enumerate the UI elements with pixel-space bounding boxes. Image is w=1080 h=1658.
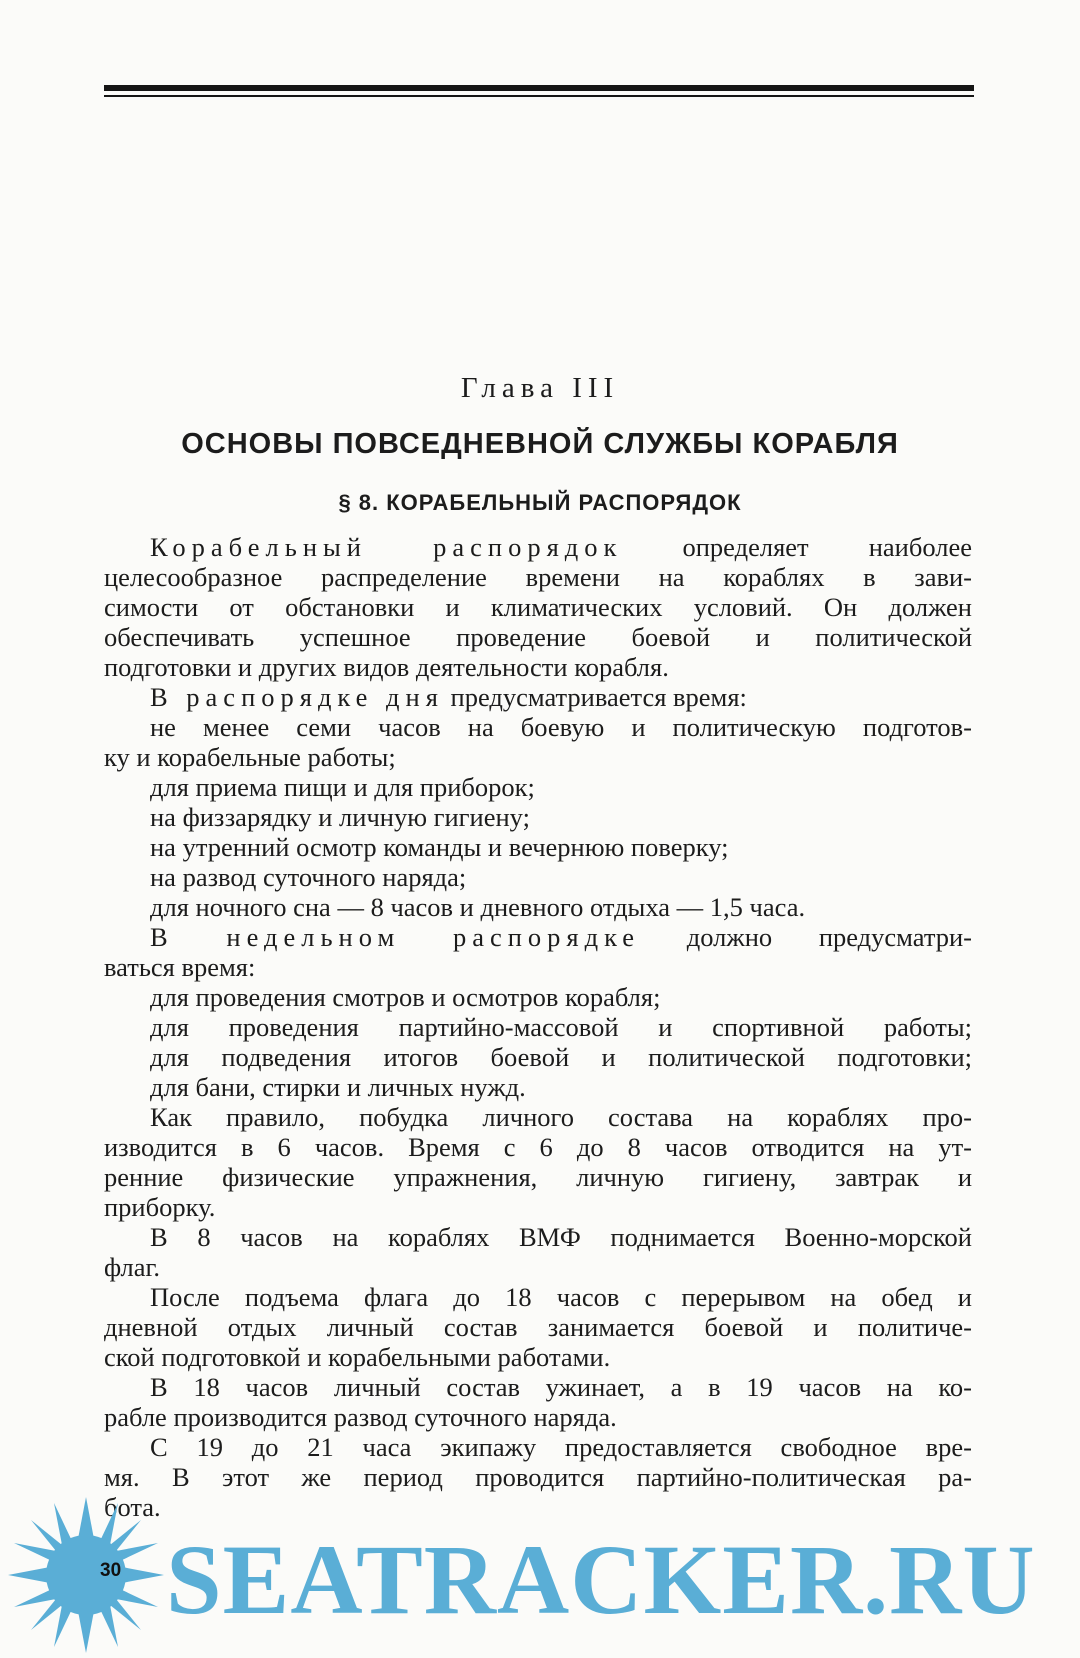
text-line: на утренний осмотр команды и вечернюю поверку; [150, 832, 729, 862]
chapter-title: ОСНОВЫ ПОВСЕДНЕВНОЙ СЛУЖБЫ КОРАБЛЯ [181, 428, 899, 460]
text-line: рабле производится развод суточного наряда. [104, 1402, 617, 1432]
section-title: § 8. КОРАБЕЛЬНЫЙ РАСПОРЯДОК [338, 490, 742, 515]
text-line: на развод суточного наряда; [150, 862, 467, 892]
text-line: бота. [104, 1492, 161, 1522]
text-line: Как правило, побудка личного состава на кораблях про- [150, 1102, 972, 1132]
spaced-term: В недельном распорядке [150, 922, 641, 952]
text-line: флаг. [104, 1252, 161, 1282]
text-line: В 8 часов на кораблях ВМФ поднимается Военно-морской [150, 1222, 972, 1252]
spaced-term: В распорядке дня [150, 682, 444, 712]
text-line: Корабельный распорядок определяет наиболее [150, 532, 972, 562]
text-line: С 19 до 21 часа экипажу предоставляется свободное вре- [150, 1432, 972, 1462]
text-line: не менее семи часов на боевую и политическую подготов- [150, 712, 972, 742]
text-line: ваться время: [104, 952, 256, 982]
text-line: В 18 часов личный состав ужинает, а в 19 часов на ко- [150, 1372, 972, 1402]
chapter-label: Глава III [460, 372, 620, 404]
spaced-term: Корабельный распорядок [150, 532, 623, 562]
text-line: для приема пищи и для приборок; [150, 772, 535, 802]
text-line: приборку. [104, 1192, 216, 1222]
text-line: В недельном распорядке должно предусматри- [150, 922, 973, 952]
text-line: на физзарядку и личную гигиену; [150, 802, 530, 832]
sunburst-logo-icon [6, 1495, 166, 1655]
text-line: целесообразное распределение времени на кораблях в зави- [104, 562, 972, 592]
text-line: для ночного сна — 8 часов и дневного отдыха — 1,5 часа. [150, 892, 806, 922]
text-line: для бани, стирки и личных нужд. [150, 1072, 526, 1102]
text-line: ку и корабельные работы; [104, 742, 396, 772]
text-line: для проведения партийно-массовой и спортивной работы; [150, 1012, 972, 1042]
text-line: для подведения итогов боевой и политической подготовки; [150, 1042, 972, 1072]
text-line: ренние физические упражнения, личную гигиену, завтрак и [104, 1162, 972, 1192]
text-line: обеспечивать успешное проведение боевой и политической [104, 622, 972, 652]
text-line: ской подготовкой и корабельными работами. [104, 1342, 611, 1372]
text-line: После подъема флага до 18 часов с перерывом на обед и [150, 1282, 972, 1312]
top-rule [104, 85, 974, 91]
text-line: изводится в 6 часов. Время с 6 до 8 часов отводится на ут- [104, 1132, 972, 1162]
text-line: дневной отдых личный состав занимается боевой и политиче- [104, 1312, 972, 1342]
text-line: В распорядке дня предусматривается время: [150, 682, 747, 712]
text-line: симости от обстановки и климатических условий. Он должен [104, 592, 972, 622]
watermark-text: SEATRACKER.RU [166, 1524, 1036, 1635]
text-line: для проведения смотров и осмотров корабля; [150, 982, 661, 1012]
body-text [104, 532, 972, 1522]
text-line: мя. В этот же период проводится партийно-политическая ра- [104, 1462, 972, 1492]
page-number: 30 [100, 1560, 122, 1581]
text-line: подготовки и других видов деятельности корабля. [104, 652, 669, 682]
